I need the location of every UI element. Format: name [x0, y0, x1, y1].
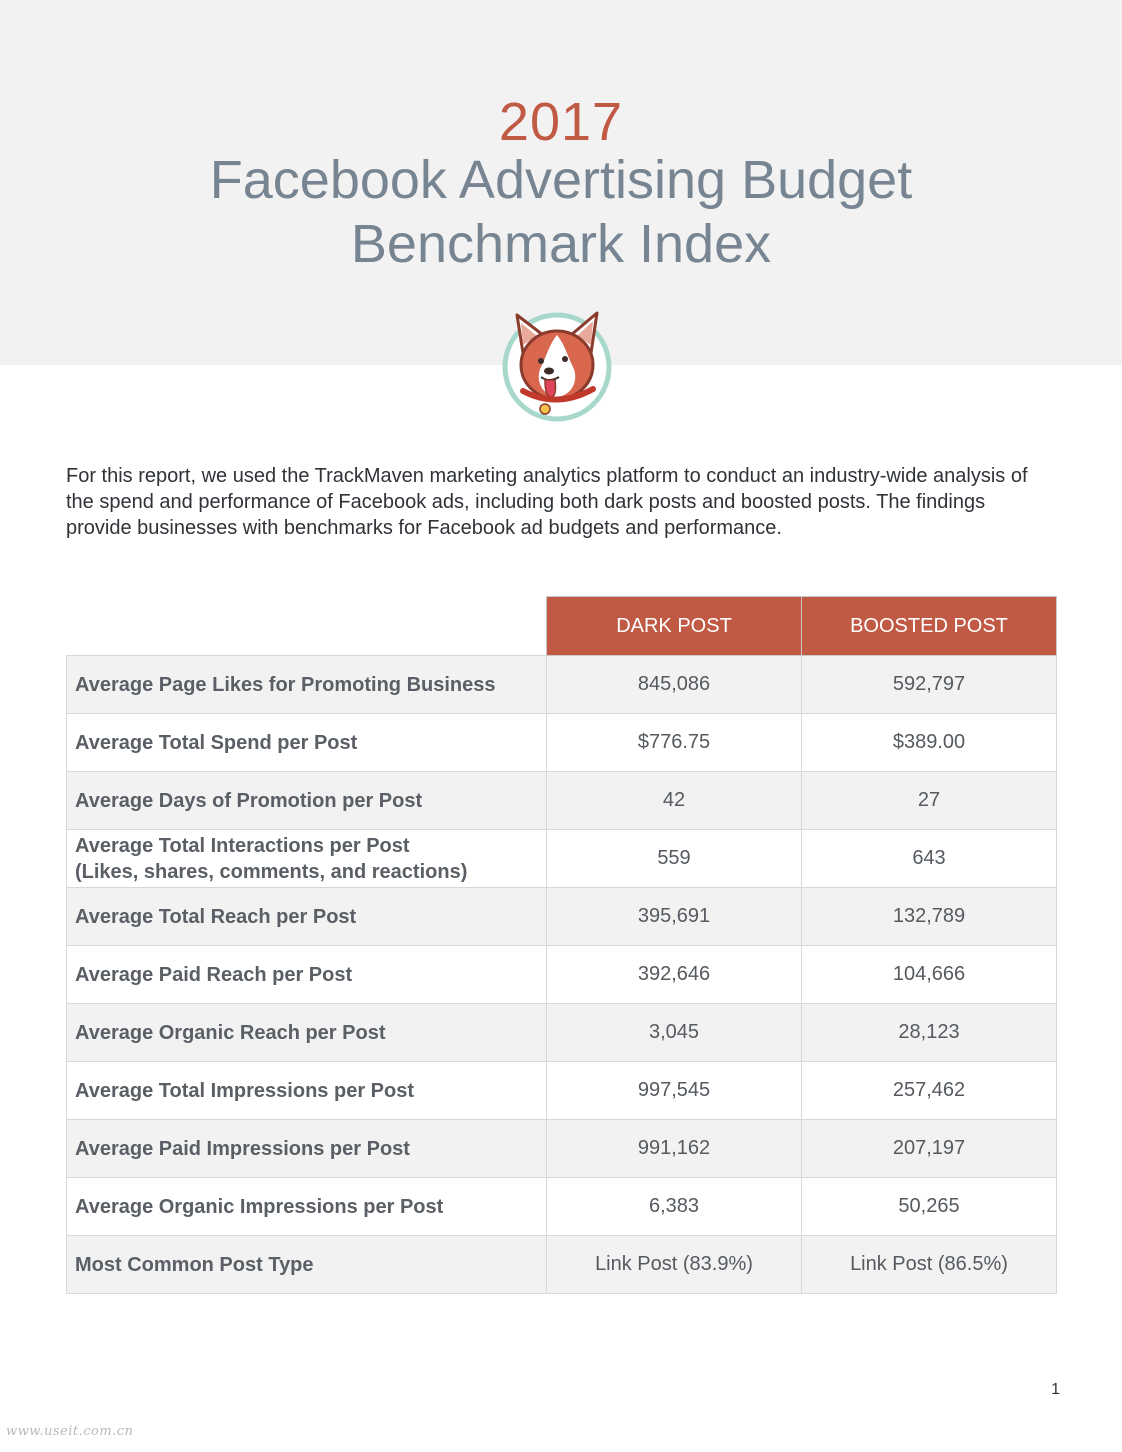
dark-post-value: $776.75: [547, 714, 802, 772]
corgi-mascot-icon: [497, 305, 617, 427]
table-row: [67, 772, 1057, 830]
dark-post-value: 392,646: [547, 946, 802, 1004]
table-row: [67, 830, 1057, 888]
table-row: [67, 888, 1057, 946]
dark-post-value: 6,383: [547, 1178, 802, 1236]
row-label-sub: (Likes, shares, comments, and reactions): [75, 860, 468, 883]
dark-post-value: 42: [547, 772, 802, 830]
table-row: [67, 714, 1057, 772]
boosted-post-value: 592,797: [802, 656, 1057, 714]
report-year: 2017: [498, 92, 624, 152]
row-label: Average Organic Impressions per Post: [67, 1178, 547, 1236]
boosted-post-value: 257,462: [802, 1062, 1057, 1120]
boosted-post-value: 27: [802, 772, 1057, 830]
dark-post-value: 991,162: [547, 1120, 802, 1178]
row-label: Average Paid Impressions per Post: [67, 1120, 547, 1178]
row-label: Average Total Reach per Post: [67, 888, 547, 946]
row-label-main: Average Total Interactions per Post: [75, 834, 410, 857]
dark-post-value: Link Post (83.9%): [547, 1236, 802, 1294]
boosted-post-value: 104,666: [802, 946, 1057, 1004]
boosted-post-value: 643: [802, 830, 1057, 888]
boosted-post-value: 50,265: [802, 1178, 1057, 1236]
table-row: [67, 1004, 1057, 1062]
page-title: [0, 148, 1122, 276]
column-header-dark-post: DARK POST: [547, 597, 802, 656]
table-row: [67, 1062, 1057, 1120]
dark-post-value: 845,086: [547, 656, 802, 714]
table-row: [67, 656, 1057, 714]
table-header-row: [67, 597, 1057, 656]
table-row: [67, 1178, 1057, 1236]
row-label: [67, 830, 547, 888]
title-line-2: Benchmark Index: [350, 214, 772, 274]
header-blank-cell: [67, 597, 547, 656]
title-line-1: Facebook Advertising Budget: [209, 150, 913, 210]
boosted-post-value: 132,789: [802, 888, 1057, 946]
row-label: Average Organic Reach per Post: [67, 1004, 547, 1062]
row-label: Most Common Post Type: [67, 1236, 547, 1294]
boosted-post-value: Link Post (86.5%): [802, 1236, 1057, 1294]
row-label: Average Paid Reach per Post: [67, 946, 547, 1004]
table-row: [67, 1120, 1057, 1178]
table-row: [67, 946, 1057, 1004]
page-number: 1: [1051, 1381, 1060, 1398]
dark-post-value: 3,045: [547, 1004, 802, 1062]
row-label: Average Total Spend per Post: [67, 714, 547, 772]
boosted-post-value: $389.00: [802, 714, 1057, 772]
boosted-post-value: 28,123: [802, 1004, 1057, 1062]
row-label: Average Days of Promotion per Post: [67, 772, 547, 830]
dark-post-value: 997,545: [547, 1062, 802, 1120]
row-label: Average Page Likes for Promoting Business: [67, 656, 547, 714]
row-label: Average Total Impressions per Post: [67, 1062, 547, 1120]
watermark: www.useit.com.cn: [6, 1424, 134, 1439]
benchmark-table: [66, 596, 1057, 1294]
dark-post-value: 395,691: [547, 888, 802, 946]
boosted-post-value: 207,197: [802, 1120, 1057, 1178]
column-header-boosted-post: BOOSTED POST: [802, 597, 1057, 656]
table-row: [67, 1236, 1057, 1294]
intro-paragraph: For this report, we used the TrackMaven marketing analytics platform to conduct an industry-wide analysis of the spend and performance of Facebook ads, including both dark posts and boosted posts. The findings provide businesses with benchmarks for Facebook ad budgets and performance.: [66, 465, 1028, 539]
dark-post-value: 559: [547, 830, 802, 888]
